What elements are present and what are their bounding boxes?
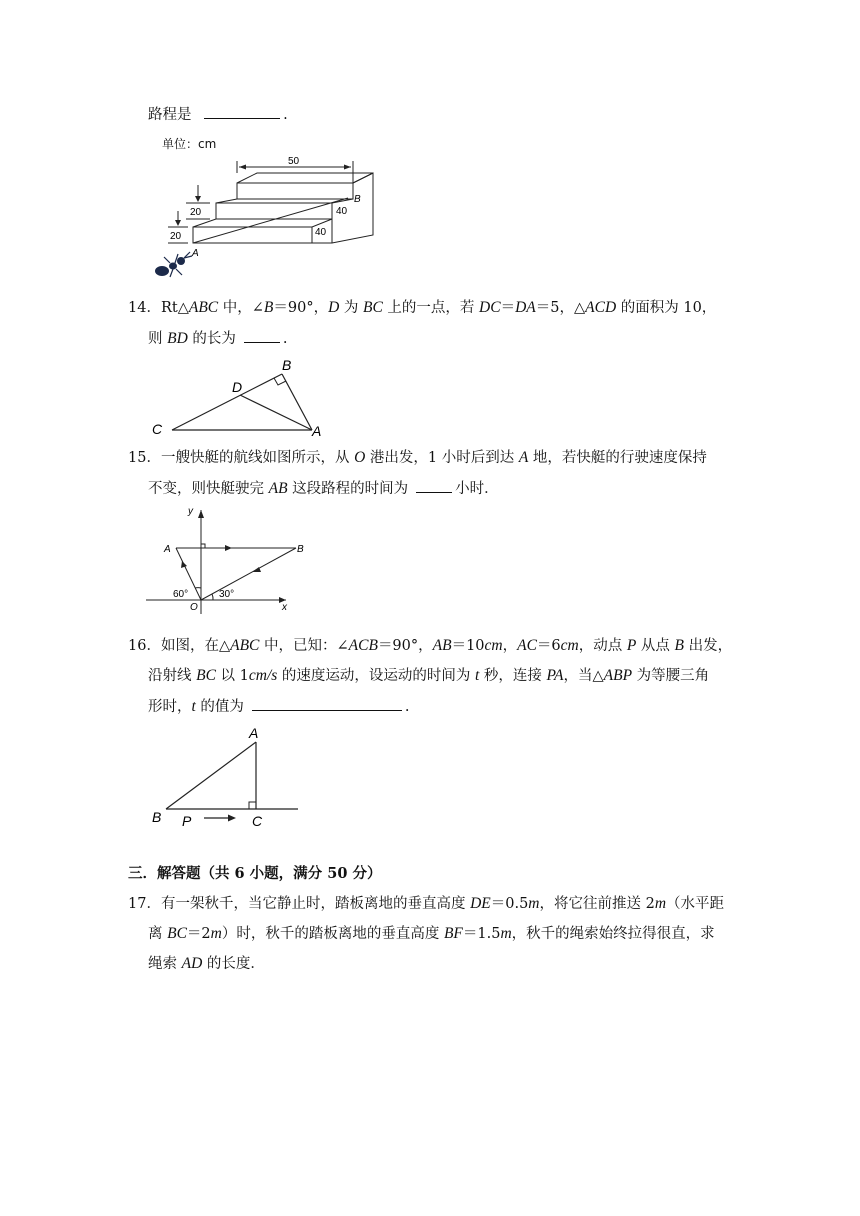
q14-line-2: 则 BD 的长为 .	[148, 330, 288, 347]
q16-line-3: 形时，t 的值为 .	[148, 698, 410, 715]
q16-answer-blank	[252, 696, 402, 711]
q15-label-a: A	[164, 544, 171, 555]
q16-label-a: A	[249, 725, 259, 741]
q13-answer-blank	[204, 104, 280, 119]
stairs-figure	[140, 155, 400, 295]
q15-angle-30: 30°	[219, 589, 235, 600]
q16-label-b: B	[152, 809, 162, 825]
q17-line-2: 离 BC＝2m）时，秋千的踏板离地的垂直高度 BF＝1.5m，秋千的绳索始终拉得很直，求	[148, 925, 715, 942]
dim-20-top: 20	[190, 207, 202, 218]
q14-answer-blank	[244, 328, 280, 343]
q15-number: 15．	[128, 450, 161, 466]
q14-figure	[150, 357, 340, 440]
point-b: B	[354, 194, 361, 205]
q15-answer-blank	[416, 478, 452, 493]
point-a: A	[192, 248, 199, 259]
q16-label-p: P	[182, 813, 192, 829]
dim-40-bottom: 40	[315, 227, 327, 238]
dim-50: 50	[288, 156, 300, 167]
q15-label-y: y	[188, 506, 193, 517]
q13-text: 路程是	[148, 107, 192, 123]
q17-number: 17．	[128, 896, 161, 912]
q14-label-a: A	[312, 423, 322, 439]
unit-label: 单位：cm	[162, 137, 217, 151]
q16-line-2: 沿射线 BC 以 1cm/s 的速度运动，设运动的时间为 t 秒，连接 PA，当△ABP 为等腰三角	[148, 667, 710, 684]
q14-line-1: 14．Rt△ABC 中，∠B＝90°，D 为 BC 上的一点，若 DC＝DA＝5，△ACD 的面积为 10，	[128, 299, 717, 316]
q16-figure	[148, 724, 318, 834]
q15-figure	[146, 504, 306, 614]
section-3-title: 三．解答题（共 6 小题，满分 50 分）	[128, 865, 382, 882]
q16-label-c: C	[252, 813, 263, 829]
q14-label-c: C	[152, 421, 163, 437]
q15-line-1: 15．一艘快艇的航线如图所示，从 O 港出发，1 小时后到达 A 地，若快艇的行驶速度保持	[128, 449, 707, 466]
q14-number: 14．	[128, 300, 161, 316]
q16-line-1: 16．如图，在△ABC 中，已知：∠ACB＝90°，AB＝10cm，AC＝6cm，动点 P 从点 B 出发，	[128, 637, 733, 654]
q13-answer-line: 路程是 .	[148, 104, 288, 125]
q17-line-3: 绳索 AD 的长度．	[148, 955, 265, 972]
q15-label-o: O	[190, 602, 198, 613]
q14-label-d: D	[232, 379, 243, 395]
q15-label-x: x	[282, 602, 287, 613]
q14-label-b: B	[282, 357, 292, 373]
dim-40-top: 40	[336, 206, 348, 217]
q16-number: 16．	[128, 638, 161, 654]
ant-icon	[155, 252, 192, 277]
dim-20-bottom: 20	[170, 231, 182, 242]
q15-angle-60: 60°	[173, 589, 189, 600]
q15-line-2: 不变，则快艇驶完 AB 这段路程的时间为 小时．	[148, 480, 499, 497]
q17-line-1: 17．有一架秋千，当它静止时，踏板离地的垂直高度 DE＝0.5m，将它往前推送 2m（水平距	[128, 895, 725, 912]
q15-label-b: B	[297, 544, 304, 555]
